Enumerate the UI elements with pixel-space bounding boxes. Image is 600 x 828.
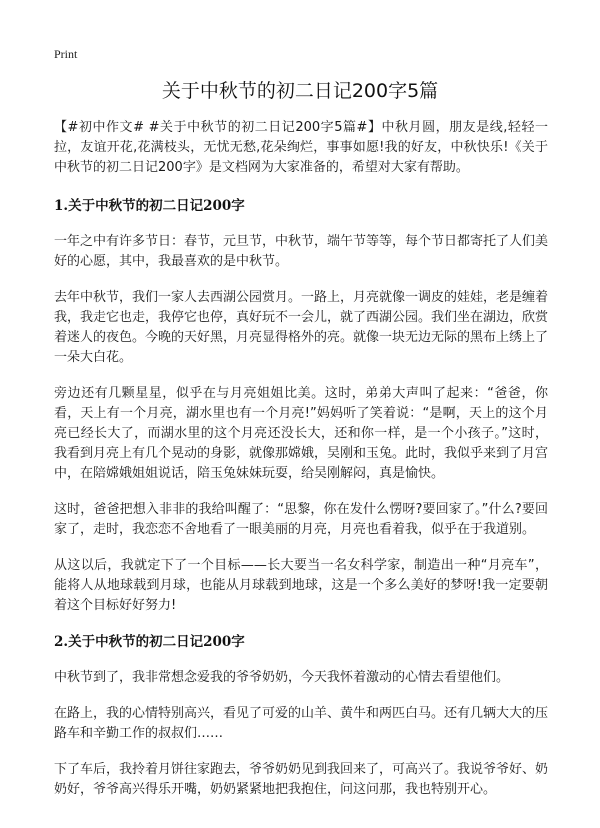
intro-text: 中秋月圆，朋友是线,轻轻一拉，友谊开花,花满枝头，无忧无愁,花朵绚烂，事事如愿!我的好友，中秋快乐!《关于中秋节的初二日记200字》是文档网为大家准备的，希望对大家有帮助。	[54, 120, 548, 175]
intro-tags: 【#初中作文# #关于中秋节的初二日记200字5篇#】	[54, 120, 382, 135]
section-1-paragraph: 一年之中有许多节日：春节，元旦节，中秋节，端午节等等，每个节日都寄托了人们美好的心愿，其中，我最喜欢的是中秋节。	[54, 234, 549, 269]
section-heading-1: 1.关于中秋节的初二日记200字	[54, 198, 245, 214]
print-link[interactable]: Print	[54, 47, 78, 61]
section-1-paragraph: 去年中秋节，我们一家人去西湖公园赏月。一路上，月亮就像一调皮的娃娃，老是缠着我，我走它也走，我停它也停，真好玩不一会儿，就了西湖公园。我们坐在湖边，欣赏着迷人的夜色。今晚的天好黑，月亮显得格外的亮。就像一块无边无际的黑布上绣上了一朵大白花。	[54, 290, 549, 365]
section-heading-2: 2.关于中秋节的初二日记200字	[54, 634, 245, 650]
section-2-paragraph: 中秋节到了，我非常想念爱我的爷爷奶奶，今天我怀着激动的心情去看望他们。	[54, 670, 510, 685]
section-2-paragraph: 下了车后，我拎着月饼往家跑去，爷爷奶奶见到我回来了，可高兴了。我说爷爷好、奶奶好，爷爷高兴得乐开嘴，奶奶紧紧地把我抱住，问这问那，我也特别开心。	[54, 762, 549, 797]
intro-paragraph	[54, 118, 548, 178]
section-1-paragraph: 旁边还有几颗星星，似乎在与月亮姐姐比美。这时，弟弟大声叫了起来：“爸爸，你看，天上有一个月亮，湖水里也有一个月亮!”妈妈听了笑着说：“是啊，天上的这个月亮已经长大了，而湖水里的这个月亮还没长大，还和你一样，是一个小孩子。”这时，我看到月亮上有几个晃动的身影，就像那嫦娥，吴刚和玉兔。此时，我似乎来到了月宫中，在陪嫦娥姐姐说话，陪玉兔妹妹玩耍，给吴刚解闷，真是愉快。	[54, 386, 549, 481]
section-1-paragraph: 从这以后，我就定下了一个目标——长大要当一名女科学家，制造出一种“月亮车”，能将人从地球载到月球，也能从月球载到地球，这是一个多么美好的梦呀!我一定要朝着这个目标好好努力!	[54, 558, 548, 613]
document-body	[54, 118, 548, 816]
section-1-paragraph: 这时，爸爸把想入非非的我给叫醒了：“思黎，你在发什么愣呀?要回家了。”什么?要回家了，走时，我恋恋不舍地看了一眼美丽的月亮，月亮也看着我，似乎在于我道别。	[54, 502, 548, 537]
document-title: 关于中秋节的初二日记200字5篇	[161, 80, 439, 102]
section-2-paragraph: 在路上，我的心情特别高兴，看见了可爱的山羊、黄牛和两匹白马。还有几辆大大的压路车和辛勤工作的叔叔们……	[54, 706, 549, 741]
